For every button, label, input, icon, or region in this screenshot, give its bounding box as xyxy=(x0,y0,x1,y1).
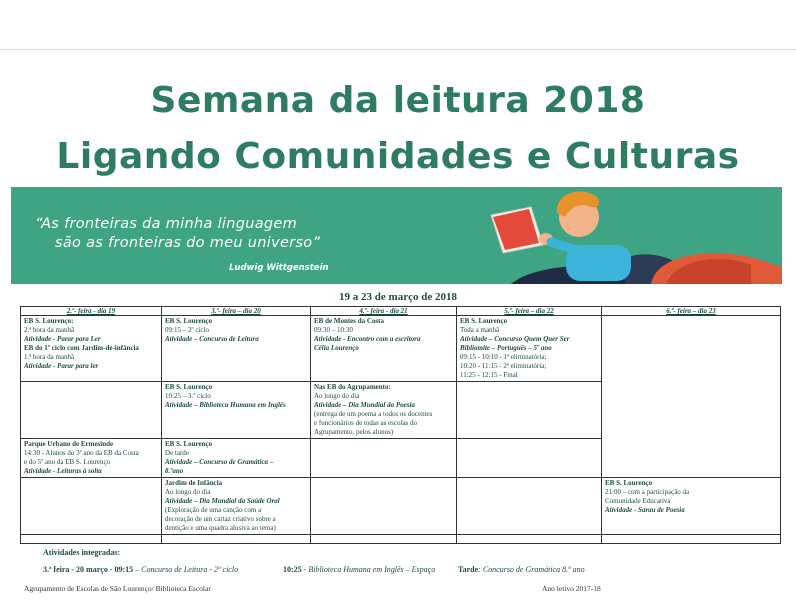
event-time: Toda a manhã xyxy=(460,326,500,334)
event-activity: Atividade – Concurso Quem Quer Ser xyxy=(460,335,570,343)
event-detail: decoração de um cartaz criativo sobre a xyxy=(165,515,276,523)
schedule-header-row xyxy=(21,307,781,316)
empty-cell xyxy=(162,535,311,544)
empty-cell xyxy=(602,535,781,544)
event-time: 10:25 – 3.º ciclo xyxy=(165,392,211,400)
event-activity: Célia Lourenço xyxy=(314,344,359,352)
top-divider xyxy=(0,49,796,50)
integrated-activity-2 xyxy=(283,565,435,574)
event-activity: Atividade - Parar para ler xyxy=(24,362,99,370)
empty-cell xyxy=(457,478,602,535)
integrated-activity-3 xyxy=(458,565,585,574)
table-row xyxy=(21,316,781,382)
event-detail: Agrupamento, pelos alunos) xyxy=(314,428,394,436)
table-row xyxy=(21,478,781,535)
quote-banner xyxy=(11,187,782,284)
event-cell xyxy=(311,316,457,382)
event-detail: dentição e uma quadra alusiva ao tema) xyxy=(165,524,276,532)
event-detail: 11:25 - 12:15 - Final xyxy=(460,371,518,379)
integrated-time: Tarde xyxy=(458,565,479,574)
empty-cell xyxy=(602,316,781,478)
reading-boy-illustration xyxy=(451,187,782,284)
empty-cell xyxy=(457,535,602,544)
schedule-table xyxy=(20,306,781,544)
event-location: EB S. Lourenço xyxy=(605,479,653,487)
event-activity: Atividade - Leituras à solta xyxy=(24,467,102,475)
event-activity: Atividade - Encontro com a escritora xyxy=(314,335,421,343)
event-cell xyxy=(21,316,162,382)
event-time: 14:30 - Alunos do 3º ano da EB da Costa xyxy=(24,449,139,457)
event-location: EB S. Lourenço: xyxy=(24,317,74,325)
event-detail: 09:15 - 10:10 - 1ª eliminatória; xyxy=(460,353,547,361)
event-detail: (entrega de um poema a todos os docentes xyxy=(314,410,433,418)
event-activity: Atividade – Dia Mundial da Poesia xyxy=(314,401,415,409)
event-location: EB S. Lourenço xyxy=(165,440,213,448)
event-location: EB do 1º ciclo com Jardim-de-infância xyxy=(24,344,139,352)
event-detail: e funcionários de todas as escolas do xyxy=(314,419,418,427)
event-cell xyxy=(602,478,781,535)
empty-cell xyxy=(311,439,457,478)
integrated-desc: - Biblioteca Humana em Inglês – Espaço xyxy=(301,565,436,574)
day-header-friday: 6.ª- feira – dia 23 xyxy=(602,307,781,316)
empty-cell xyxy=(21,382,162,439)
quote-text xyxy=(35,215,320,253)
integrated-desc: – Concurso de Leitura - 2º ciclo xyxy=(133,565,239,574)
event-activity: Atividade – Dia Mundial da Saúde Oral xyxy=(165,497,280,505)
empty-cell xyxy=(457,382,602,439)
event-location: Nas EB do Agrupamento: xyxy=(314,383,391,391)
event-time: Ao longo do dia xyxy=(165,488,211,496)
day-header-monday: 2.ª- feira - dia 19 xyxy=(21,307,162,316)
footer-left: Agrupamento de Escolas de São Lourenço/ Biblioteca Escolar xyxy=(24,584,211,593)
event-cell xyxy=(311,382,457,439)
empty-cell xyxy=(457,439,602,478)
empty-cell xyxy=(311,535,457,544)
event-activity: Atividade – Biblioteca Humana em Inglês xyxy=(165,401,286,409)
event-activity: Atividade – Concurso de Leitura xyxy=(165,335,259,343)
event-detail: Comunidade Educativa xyxy=(605,497,671,505)
event-cell xyxy=(162,439,311,478)
event-location: EB S. Lourenço xyxy=(165,383,213,391)
event-cell xyxy=(162,478,311,535)
event-location: EB S. Lourenço xyxy=(165,317,213,325)
table-row xyxy=(21,535,781,544)
event-activity: Atividade - Parar para Ler xyxy=(24,335,101,343)
event-detail: 10:20 - 11:15 - 2ª eliminatória; xyxy=(460,362,547,370)
event-cell xyxy=(457,316,602,382)
page-title: Semana da leitura 2018 xyxy=(150,80,646,121)
event-location: EB S. Lourenço xyxy=(460,317,508,325)
event-detail: e do 5º ano da EB S. Lourenço xyxy=(24,458,111,466)
integrated-desc: : Concurso de Gramática 8.º ano xyxy=(478,565,585,574)
event-activity: Atividade – Concurso de Gramática – xyxy=(165,458,274,466)
empty-cell xyxy=(21,478,162,535)
date-range: 19 a 23 de março de 2018 xyxy=(339,291,457,303)
integrated-time: 10:25 xyxy=(283,565,302,574)
empty-cell xyxy=(21,535,162,544)
event-cell xyxy=(162,316,311,382)
event-detail: (Exploração de uma canção com a xyxy=(165,506,262,514)
event-time: Ao longo do dia xyxy=(314,392,360,400)
day-header-tuesday: 3.ª- feira – dia 20 xyxy=(162,307,311,316)
quote-line-2: são as fronteiras do meu universo” xyxy=(55,235,321,251)
integrated-activities-heading: Atividades integradas: xyxy=(43,548,121,557)
quote-line-1: “As fronteiras da minha linguagem xyxy=(35,216,298,232)
event-time: 09:30 – 10:30 xyxy=(314,326,353,334)
event-cell xyxy=(162,382,311,439)
event-time: 09:15 – 2º ciclo xyxy=(165,326,209,334)
event-time: 2.ª hora da manhã xyxy=(24,326,75,334)
event-location: Jardim de Infância xyxy=(165,479,223,487)
event-time: 21:00 – com a participação da xyxy=(605,488,690,496)
quote-author: Ludwig Wittgenstein xyxy=(229,263,329,273)
integrated-activity-1 xyxy=(43,565,238,574)
event-time: De tarde xyxy=(165,449,189,457)
event-activity: Bibliomite – Português – 5º ano xyxy=(460,344,552,352)
footer-right: Ano letivo 2017-18 xyxy=(542,584,601,593)
page-subtitle: Ligando Comunidades e Culturas xyxy=(56,136,740,177)
day-header-wednesday: 4.ª- feira - dia 21 xyxy=(311,307,457,316)
event-cell xyxy=(21,439,162,478)
event-activity: Atividade - Sarau de Poesia xyxy=(605,506,685,514)
event-location: Parque Urbano de Ermesinde xyxy=(24,440,114,448)
day-header-thursday: 5.ª- feira – dia 22 xyxy=(457,307,602,316)
event-time: 1.ª hora da manhã xyxy=(24,353,75,361)
empty-cell xyxy=(311,478,457,535)
event-location: EB de Montes da Costa xyxy=(314,317,385,325)
integrated-date: 3.ª feira - 20 março - 09:15 xyxy=(43,565,134,574)
event-activity: 8.ºano xyxy=(165,467,184,475)
